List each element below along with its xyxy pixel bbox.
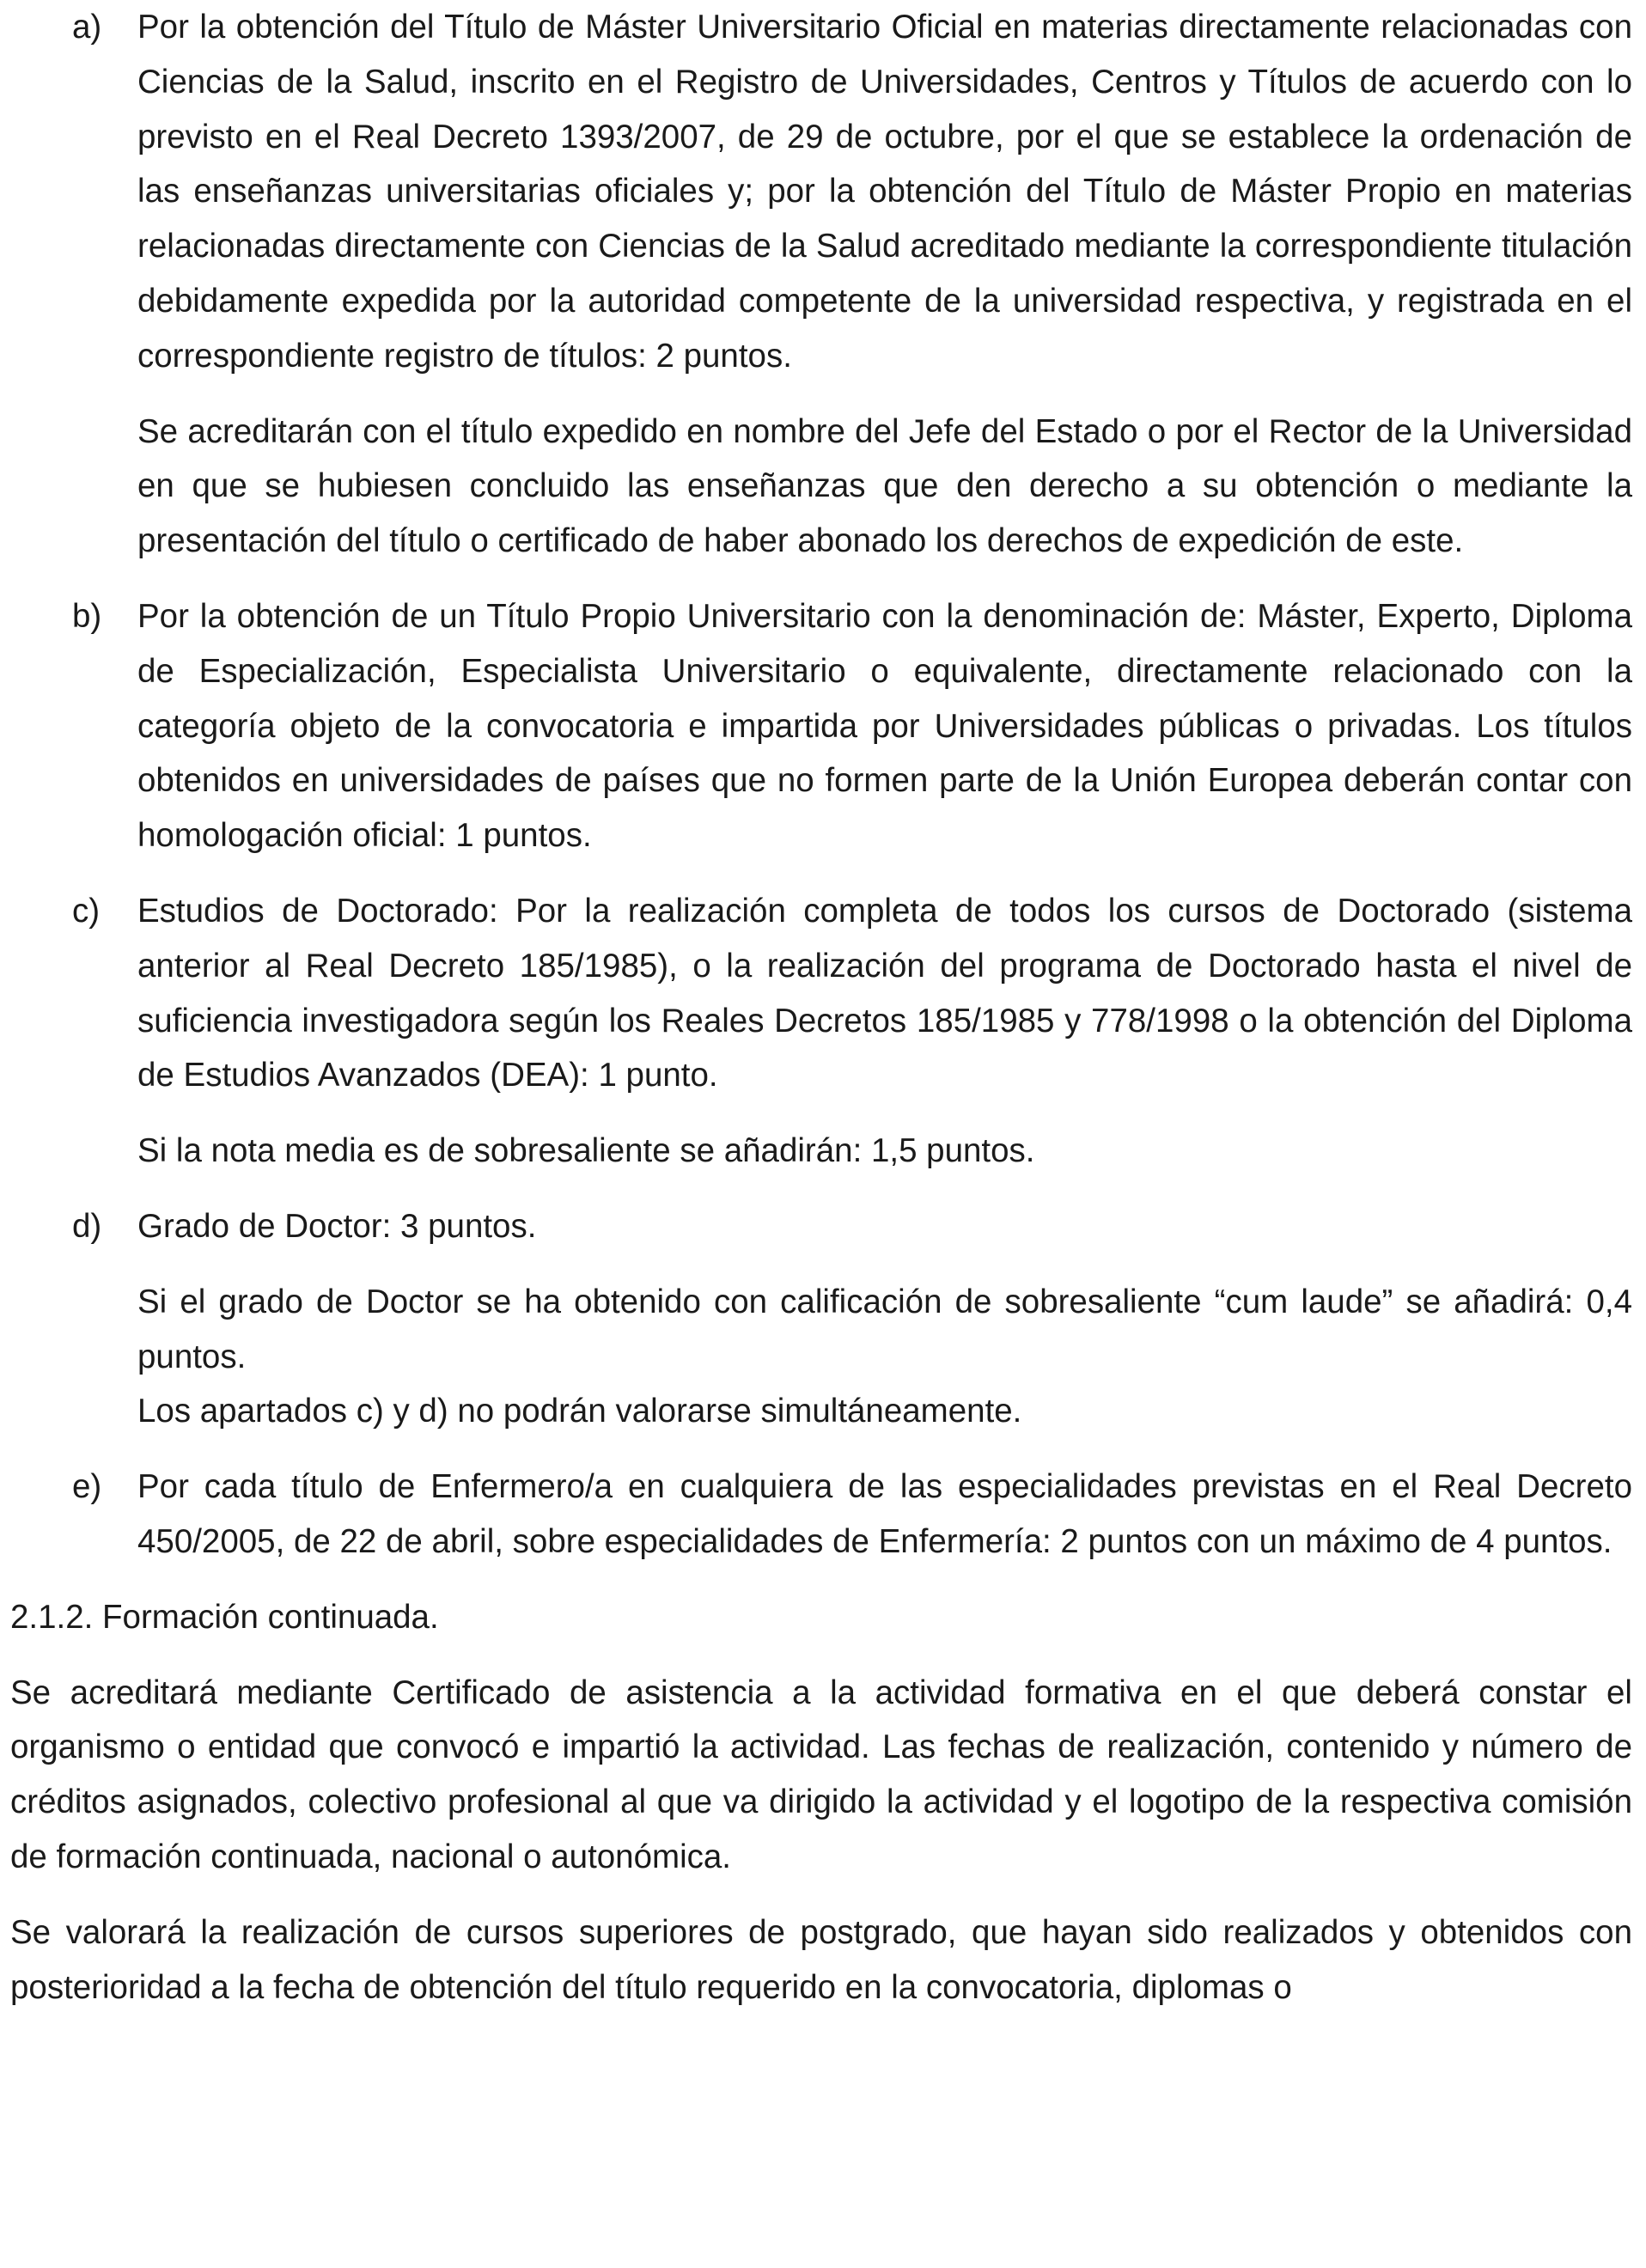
list-marker: e) (72, 1468, 102, 1506)
body-paragraph: Se valorará la realización de cursos superiores de postgrado, que hayan sido realizados y obtenidos con posterioridad a la fecha de obtención del título requerido en la convocatoria, diplomas o (10, 1913, 1632, 2006)
list-item-a (10, 0, 1632, 569)
list-marker: b) (72, 597, 102, 635)
list-item-b (10, 589, 1632, 863)
item-paragraph: Si el grado de Doctor se ha obtenido con calificación de sobresaliente “cum laude” se añadirá: 0,4 puntos. (137, 1283, 1632, 1375)
item-paragraph: Se acreditarán con el título expedido en nombre del Jefe del Estado o por el Rector de la Universidad en que se hubiesen concluido las enseñanzas que den derecho a su obtención o mediante la presentación del título o certificado de haber abonado los derechos de expedición de este. (137, 412, 1632, 560)
list-marker: d) (72, 1207, 102, 1245)
item-paragraph: Por la obtención de un Título Propio Universitario con la denominación de: Máster, Experto, Diploma de Especialización, Especialista Universitario o equivalente, directamente relacionado con la categoría objeto de la convocatoria e impartida por Universidades públicas o privadas. Los títulos obtenidos en universidades de países que no formen parte de la Unión Europea deberán contar con homologación oficial: 1 puntos. (137, 597, 1632, 855)
body-paragraph: Se acreditará mediante Certificado de asistencia a la actividad formativa en el que deberá constar el organismo o entidad que convocó e impartió la actividad. Las fechas de realización, contenido y número de créditos asignados, colectivo profesional al que va dirigido la actividad y el logotipo de la respectiva comisión de formación continuada, nacional o autonómica. (10, 1674, 1632, 1875)
item-paragraph: Los apartados c) y d) no podrán valorarse simultáneamente. (137, 1393, 1022, 1430)
item-paragraph: Por cada título de Enfermero/a en cualquiera de las especialidades previstas en el Real Decreto 450/2005, de 22 de abril, sobre especialidades de Enfermería: 2 puntos con un máximo de 4 puntos. (137, 1468, 1632, 1560)
item-paragraph: Grado de Doctor: 3 puntos. (137, 1207, 537, 1245)
item-paragraph: Si la nota media es de sobresaliente se añadirán: 1,5 puntos. (137, 1132, 1035, 1170)
list-item-c (10, 884, 1632, 1179)
list-item-e (10, 1460, 1632, 1570)
list-item-d (10, 1199, 1632, 1439)
item-paragraph: Estudios de Doctorado: Por la realización completa de todos los cursos de Doctorado (sistema anterior al Real Decreto 185/1985), o la realización del programa de Doctorado hasta el nivel de suficiencia investigadora según los Reales Decretos 185/1985 y 778/1998 o la obtención del Diploma de Estudios Avanzados (DEA): 1 punto. (137, 892, 1632, 1094)
list-marker: c) (72, 892, 101, 930)
item-paragraph: Por la obtención del Título de Máster Universitario Oficial en materias directamente relacionadas con Ciencias de la Salud, inscrito en el Registro de Universidades, Centros y Títulos de acuerdo con lo previsto en el Real Decreto 1393/2007, de 29 de octubre, por el que se establece la ordenación de las enseñanzas universitarias oficiales y; por la obtención del Título de Máster Propio en materias relacionadas directamente con Ciencias de la Salud acreditado mediante la correspondiente titulación debidamente expedida por la autoridad competente de la universidad respectiva, y registrada en el correspondiente registro de títulos: 2 puntos. (137, 9, 1632, 375)
document-page (10, 0, 1632, 2015)
section-heading: 2.1.2. Formación continuada. (10, 1598, 439, 1636)
list-marker: a) (72, 9, 102, 46)
